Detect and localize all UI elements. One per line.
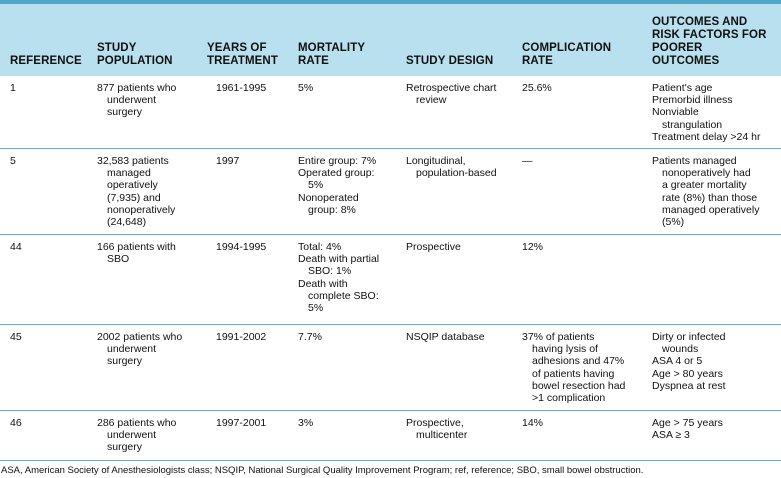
reference-cell: 44 — [10, 241, 22, 253]
design-cell: NSQIP database — [406, 331, 485, 343]
complication-cell: — — [522, 155, 533, 167]
reference-cell: 45 — [10, 331, 22, 343]
outcomes-cell: Dirty or infected wounds ASA 4 or 5 Age > 80 years Dyspnea at rest — [652, 331, 726, 392]
mortality-cell: Total: 4% Death with partial SBO: 1% Death with complete SBO: 5% — [298, 241, 380, 315]
reference-cell: 5 — [10, 155, 16, 167]
header-reference: REFERENCE — [10, 55, 82, 67]
header-mortality-rate: MORTALITY RATE — [298, 42, 365, 67]
header-outcomes-risk-factors: OUTCOMES AND RISK FACTORS FOR POORER OUTCOMES — [652, 16, 767, 67]
population-cell: 32,583 patients managed operatively (7,935) and nonoperatively (24,648) — [97, 155, 176, 229]
years-cell: 1991-2002 — [216, 331, 267, 343]
header-study-design: STUDY DESIGN — [406, 55, 494, 67]
table-bottom-rule — [0, 460, 781, 461]
reference-cell: 46 — [10, 417, 22, 429]
design-cell: Prospective — [406, 241, 461, 253]
table-row — [0, 324, 781, 411]
population-cell: 166 patients with SBO — [97, 241, 176, 266]
complication-cell: 37% of patients having lysis of adhesions and 47% of patients having bowel resection had >1 complication — [522, 331, 626, 405]
outcomes-cell: Patients managed nonoperatively had a greater mortality rate (8%) than those managed operatively (5%) — [652, 155, 760, 229]
header-complication-rate: COMPLICATION RATE — [522, 42, 612, 67]
population-cell: 877 patients who underwent surgery — [97, 82, 177, 119]
table-row — [0, 148, 781, 235]
years-cell: 1997 — [216, 155, 240, 167]
years-cell: 1961-1995 — [216, 82, 267, 94]
mortality-cell: 7.7% — [298, 331, 322, 343]
reference-cell: 1 — [10, 82, 16, 94]
years-cell: 1997-2001 — [216, 417, 267, 429]
complication-cell: 25.6% — [522, 82, 552, 94]
table-footnote: ASA, American Society of Anesthesiologists class; NSQIP, National Surgical Quality Improvement Program; ref, reference; SBO, small bowel obstruction. — [1, 465, 644, 476]
mortality-cell: 5% — [298, 82, 314, 94]
mortality-cell: Entire group: 7% Operated group: 5% Nonoperated group: 8% — [298, 155, 377, 216]
outcomes-cell: Patient's age Premorbid illness Nonviable strangulation Treatment delay >24 hr — [652, 82, 761, 143]
header-study-population: STUDY POPULATION — [97, 42, 173, 67]
table-row — [0, 76, 781, 148]
header-years-of-treatment: YEARS OF TREATMENT — [207, 42, 278, 67]
population-cell: 2002 patients who underwent surgery — [97, 331, 183, 368]
table-row — [0, 234, 781, 325]
design-cell: Longitudinal, population-based — [406, 155, 497, 180]
mortality-cell: 3% — [298, 417, 314, 429]
design-cell: Retrospective chart review — [406, 82, 497, 107]
design-cell: Prospective, multicenter — [406, 417, 468, 442]
years-cell: 1994-1995 — [216, 241, 267, 253]
complication-cell: 12% — [522, 241, 544, 253]
table-header — [0, 4, 781, 76]
complication-cell: 14% — [522, 417, 544, 429]
population-cell: 286 patients who underwent surgery — [97, 417, 177, 454]
table-row — [0, 410, 781, 461]
outcomes-cell: Age > 75 years ASA ≥ 3 — [652, 417, 723, 442]
